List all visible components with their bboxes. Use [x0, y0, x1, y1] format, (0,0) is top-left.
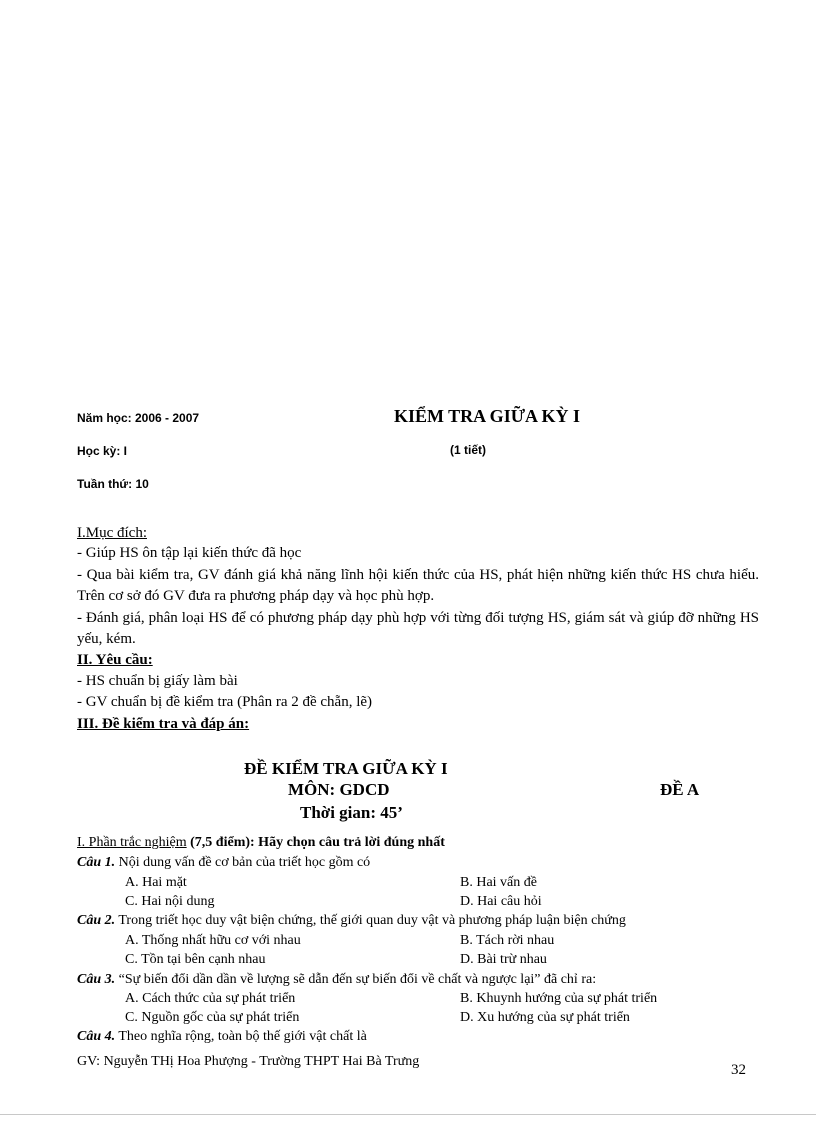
- answer-3b: B. Khuynh hướng của sự phát triển: [460, 991, 658, 1006]
- question-label: Câu 4.: [77, 1029, 116, 1044]
- question-text: Nội dung vấn đề cơ bản của triết học gồm có: [115, 855, 371, 870]
- answer-2d: D. Bài trừ nhau: [460, 952, 547, 967]
- answer-3c: C. Nguồn gốc của sự phát triển: [125, 1010, 300, 1025]
- duration-note: (1 tiết): [450, 443, 486, 457]
- question-label: Câu 2.: [77, 913, 116, 928]
- answer-3a: A. Cách thức của sự phát triển: [125, 991, 296, 1006]
- exam-subject: MÔN: GDCD: [288, 780, 390, 799]
- page-number: 32: [731, 1062, 746, 1078]
- question-3: [77, 972, 596, 988]
- question-text: Trong triết học duy vật biện chứng, thế giới quan duy vật và phương pháp luận biện chứng: [115, 913, 626, 928]
- answer-1b: B. Hai vấn đề: [460, 875, 537, 890]
- page-edge-divider: [0, 1114, 816, 1115]
- answer-2b: B. Tách rời nhau: [460, 933, 555, 948]
- part1-heading: I. Phần trắc nghiệm: [77, 835, 187, 850]
- purpose-line-1: - Giúp HS ôn tập lại kiến thức đã học: [77, 545, 302, 561]
- answer-2a: A. Thống nhất hữu cơ với nhau: [125, 933, 301, 948]
- section-heading-purpose: I.Mục đích:: [77, 525, 147, 541]
- purpose-line-2: - Qua bài kiểm tra, GV đánh giá khả năng lĩnh hội kiến thức của HS, phát hiện những kiến thức HS chưa hiểu. Trên cơ sở đó GV đưa ra phương pháp dạy và học phù hợp.: [77, 567, 759, 604]
- semester: Học kỳ: I: [77, 444, 128, 458]
- exam-title: ĐỀ KIỂM TRA GIỮA KỲ I: [244, 759, 448, 778]
- answer-1d: D. Hai câu hỏi: [460, 894, 542, 909]
- exam-variant: ĐỀ A: [660, 780, 700, 799]
- requirement-line-2: - GV chuẩn bị đề kiểm tra (Phân ra 2 đề chẵn, lẽ): [77, 694, 373, 710]
- question-text: Theo nghĩa rộng, toàn bộ thế giới vật chất là: [115, 1029, 367, 1044]
- exam-time: Thời gian: 45’: [300, 803, 403, 822]
- school-year: Năm học: 2006 - 2007: [77, 411, 200, 425]
- part1-heading-line: [77, 835, 445, 851]
- answer-3d: D. Xu hướng của sự phát triển: [460, 1010, 630, 1025]
- purpose-line-3: - Đánh giá, phân loại HS để có phương pháp dạy phù hợp với từng đối tượng HS, giám sát và giúp đỡ những HS yếu, kém.: [77, 610, 759, 647]
- answer-2c: C. Tồn tại bên cạnh nhau: [125, 952, 266, 967]
- requirement-line-1: - HS chuẩn bị giấy làm bài: [77, 673, 238, 689]
- question-2: [77, 913, 626, 929]
- question-label: Câu 1.: [77, 855, 116, 870]
- answer-1c: C. Hai nội dung: [125, 894, 215, 909]
- question-4: [77, 1029, 367, 1045]
- section-heading-requirements: II. Yêu cầu:: [77, 652, 153, 668]
- answer-1a: A. Hai mặt: [125, 875, 187, 890]
- question-1: [77, 855, 370, 871]
- question-text: “Sự biến đổi dần dần về lượng sẽ dẫn đến sự biến đổi về chất và ngược lại” đã chỉ ra:: [115, 972, 597, 987]
- part1-points: (7,5 điểm): Hãy chọn câu trả lời đúng nhất: [186, 835, 445, 850]
- footer-author: GV: Nguyễn THị Hoa Phượng - Trường THPT Hai Bà Trưng: [77, 1054, 420, 1069]
- section-heading-exam: III. Đề kiểm tra và đáp án:: [77, 716, 250, 732]
- week: Tuần thứ: 10: [77, 477, 149, 491]
- page-title: KIỂM TRA GIỮA KỲ I: [394, 406, 581, 426]
- question-label: Câu 3.: [77, 972, 116, 987]
